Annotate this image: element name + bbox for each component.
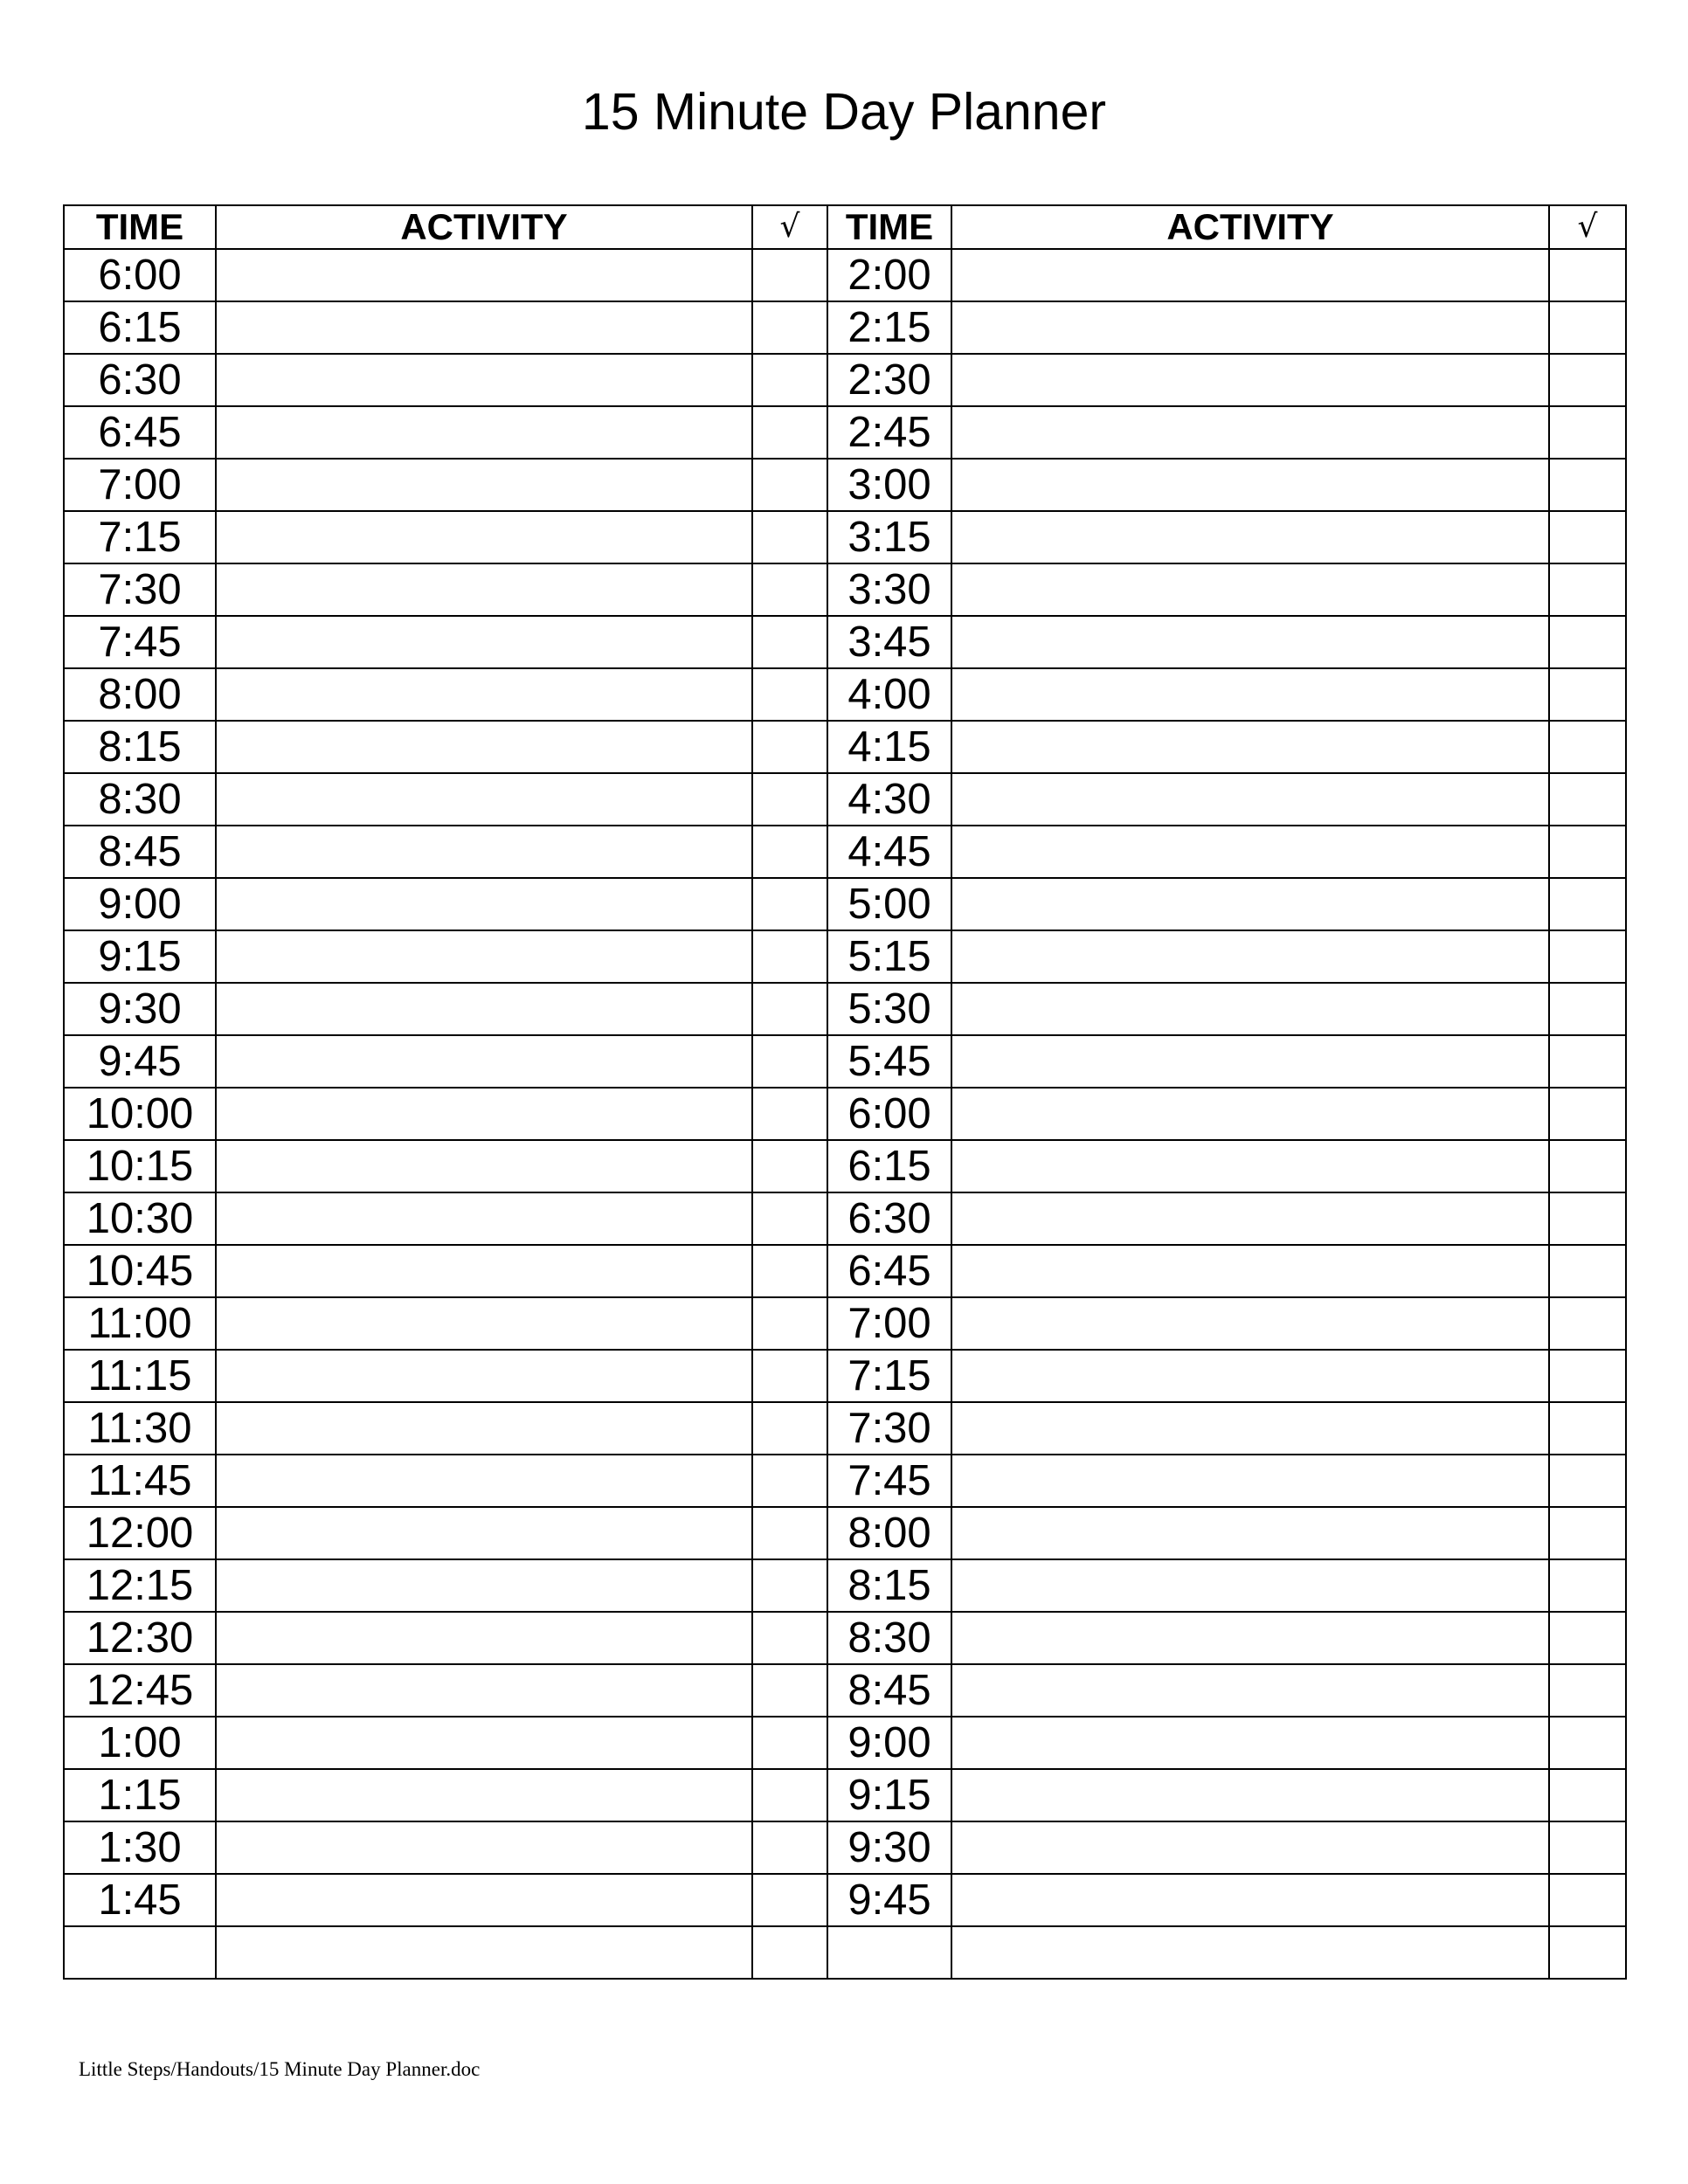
activity-cell[interactable] [951, 1088, 1549, 1140]
time-cell: 6:15 [827, 1140, 951, 1192]
time-cell [827, 1926, 951, 1979]
activity-cell[interactable] [216, 668, 752, 721]
time-cell: 6:45 [64, 406, 216, 459]
check-cell[interactable] [1549, 773, 1626, 826]
activity-cell[interactable] [216, 1297, 752, 1350]
time-cell: 3:30 [827, 563, 951, 616]
page-title: 15 Minute Day Planner [581, 83, 1107, 141]
check-cell[interactable] [752, 878, 827, 930]
activity-cell[interactable] [216, 773, 752, 826]
table-row [64, 1717, 1626, 1769]
check-cell[interactable] [752, 616, 827, 668]
activity-cell[interactable] [216, 1455, 752, 1507]
activity-cell[interactable] [951, 1559, 1549, 1612]
activity-cell[interactable] [951, 1297, 1549, 1350]
activity-cell[interactable] [216, 354, 752, 406]
time-cell: 5:15 [827, 930, 951, 983]
check-cell[interactable] [752, 983, 827, 1035]
activity-cell[interactable] [951, 616, 1549, 668]
time-cell: 6:15 [64, 301, 216, 354]
check-cell[interactable] [752, 930, 827, 983]
activity-cell[interactable] [216, 878, 752, 930]
time-cell: 12:15 [64, 1559, 216, 1612]
time-cell: 3:00 [827, 459, 951, 511]
check-cell[interactable] [752, 1455, 827, 1507]
check-cell[interactable] [1549, 459, 1626, 511]
table-row [64, 511, 1626, 563]
time-cell: 5:00 [827, 878, 951, 930]
activity-cell[interactable] [216, 826, 752, 878]
table-row [64, 1821, 1626, 1874]
activity-cell[interactable] [951, 406, 1549, 459]
time-cell: 12:00 [64, 1507, 216, 1559]
activity-cell[interactable] [951, 354, 1549, 406]
time-cell: 6:30 [64, 354, 216, 406]
time-cell: 11:15 [64, 1350, 216, 1402]
activity-cell[interactable] [951, 1821, 1549, 1874]
check-cell[interactable] [1549, 878, 1626, 930]
table-row [64, 249, 1626, 301]
table-row [64, 1140, 1626, 1192]
activity-cell[interactable] [216, 1717, 752, 1769]
time-cell: 3:15 [827, 511, 951, 563]
activity-cell[interactable] [216, 930, 752, 983]
time-cell: 8:15 [827, 1559, 951, 1612]
table-row [64, 773, 1626, 826]
activity-cell[interactable] [216, 1035, 752, 1088]
table-row [64, 1664, 1626, 1717]
time-cell: 9:45 [64, 1035, 216, 1088]
check-cell[interactable] [1549, 1507, 1626, 1559]
activity-cell[interactable] [216, 983, 752, 1035]
time-cell: 8:00 [64, 668, 216, 721]
table-row [64, 459, 1626, 511]
table-row [64, 930, 1626, 983]
time-cell: 8:15 [64, 721, 216, 773]
activity-cell[interactable] [951, 1402, 1549, 1455]
activity-cell[interactable] [216, 1769, 752, 1821]
activity-cell[interactable] [951, 249, 1549, 301]
table-row [64, 721, 1626, 773]
check-cell[interactable] [1549, 1821, 1626, 1874]
activity-cell[interactable] [216, 1140, 752, 1192]
table-row [64, 1297, 1626, 1350]
table-row [64, 1612, 1626, 1664]
check-cell[interactable] [1549, 1926, 1626, 1979]
table-row [64, 1245, 1626, 1297]
check-cell[interactable] [1549, 1297, 1626, 1350]
table-row [64, 1559, 1626, 1612]
time-cell: 5:30 [827, 983, 951, 1035]
activity-cell[interactable] [951, 1035, 1549, 1088]
check-cell[interactable] [752, 1350, 827, 1402]
check-cell[interactable] [752, 1088, 827, 1140]
time-cell: 4:00 [827, 668, 951, 721]
activity-cell[interactable] [951, 1717, 1549, 1769]
check-cell[interactable] [1549, 1088, 1626, 1140]
activity-cell[interactable] [951, 1664, 1549, 1717]
check-cell[interactable] [1549, 511, 1626, 563]
time-cell: 7:45 [827, 1455, 951, 1507]
table-row [64, 983, 1626, 1035]
footer-file-path: Little Steps/Handouts/15 Minute Day Planner.doc [79, 2058, 481, 2080]
activity-cell[interactable] [216, 1612, 752, 1664]
check-cell[interactable] [1549, 1874, 1626, 1926]
check-cell[interactable] [1549, 249, 1626, 301]
activity-cell[interactable] [951, 1926, 1549, 1979]
activity-cell[interactable] [951, 1612, 1549, 1664]
planner-body [64, 249, 1626, 1979]
activity-cell[interactable] [216, 1088, 752, 1140]
time-cell: 1:45 [64, 1874, 216, 1926]
check-cell[interactable] [752, 1821, 827, 1874]
activity-cell[interactable] [951, 301, 1549, 354]
activity-cell[interactable] [216, 249, 752, 301]
table-row [64, 1874, 1626, 1926]
check-cell[interactable] [1549, 930, 1626, 983]
time-cell: 9:30 [827, 1821, 951, 1874]
time-cell: 3:45 [827, 616, 951, 668]
check-cell[interactable] [752, 249, 827, 301]
time-cell: 8:45 [64, 826, 216, 878]
check-cell[interactable] [752, 1717, 827, 1769]
check-cell[interactable] [752, 1559, 827, 1612]
check-cell[interactable] [752, 1507, 827, 1559]
time-cell: 2:45 [827, 406, 951, 459]
activity-cell[interactable] [216, 459, 752, 511]
activity-cell[interactable] [951, 1455, 1549, 1507]
activity-cell[interactable] [216, 1192, 752, 1245]
time-cell: 7:15 [827, 1350, 951, 1402]
time-cell: 4:45 [827, 826, 951, 878]
check-cell[interactable] [752, 1192, 827, 1245]
table-row [64, 1507, 1626, 1559]
table-row [64, 826, 1626, 878]
check-cell[interactable] [752, 1664, 827, 1717]
check-cell[interactable] [752, 1769, 827, 1821]
check-cell[interactable] [752, 459, 827, 511]
check-cell[interactable] [752, 668, 827, 721]
table-row [64, 616, 1626, 668]
time-cell: 7:30 [827, 1402, 951, 1455]
time-cell: 9:15 [827, 1769, 951, 1821]
time-cell: 11:30 [64, 1402, 216, 1455]
time-cell: 11:00 [64, 1297, 216, 1350]
time-cell: 9:45 [827, 1874, 951, 1926]
table-row [64, 1035, 1626, 1088]
activity-cell[interactable] [951, 878, 1549, 930]
time-cell: 9:15 [64, 930, 216, 983]
activity-cell[interactable] [951, 1192, 1549, 1245]
time-cell: 1:30 [64, 1821, 216, 1874]
planner-table [63, 204, 1627, 1980]
activity-cell[interactable] [951, 668, 1549, 721]
check-cell[interactable] [1549, 616, 1626, 668]
check-cell[interactable] [1549, 721, 1626, 773]
check-cell[interactable] [752, 1874, 827, 1926]
time-cell: 7:45 [64, 616, 216, 668]
check-cell[interactable] [1549, 301, 1626, 354]
activity-cell[interactable] [216, 406, 752, 459]
table-row [64, 1402, 1626, 1455]
time-column-header: TIME [64, 205, 216, 249]
check-cell[interactable] [752, 773, 827, 826]
time-cell: 7:30 [64, 563, 216, 616]
check-column-header: √ [1549, 205, 1626, 249]
check-cell[interactable] [752, 1612, 827, 1664]
time-cell: 8:30 [827, 1612, 951, 1664]
check-cell[interactable] [1549, 1612, 1626, 1664]
check-cell[interactable] [752, 1297, 827, 1350]
time-cell [64, 1926, 216, 1979]
time-cell: 10:30 [64, 1192, 216, 1245]
time-cell: 8:45 [827, 1664, 951, 1717]
check-cell[interactable] [752, 563, 827, 616]
activity-cell[interactable] [951, 1507, 1549, 1559]
time-cell: 1:00 [64, 1717, 216, 1769]
table-row [64, 1350, 1626, 1402]
table-row [64, 1192, 1626, 1245]
check-cell[interactable] [1549, 826, 1626, 878]
check-cell[interactable] [752, 1926, 827, 1979]
check-cell[interactable] [1549, 1769, 1626, 1821]
table-row [64, 1769, 1626, 1821]
activity-cell[interactable] [951, 930, 1549, 983]
time-cell: 4:30 [827, 773, 951, 826]
activity-cell[interactable] [216, 1821, 752, 1874]
check-cell[interactable] [1549, 563, 1626, 616]
activity-cell[interactable] [216, 721, 752, 773]
activity-cell[interactable] [951, 721, 1549, 773]
time-cell: 6:00 [827, 1088, 951, 1140]
time-cell: 6:45 [827, 1245, 951, 1297]
activity-cell[interactable] [216, 616, 752, 668]
check-cell[interactable] [1549, 1402, 1626, 1455]
activity-cell[interactable] [216, 301, 752, 354]
time-cell: 9:00 [64, 878, 216, 930]
activity-cell[interactable] [951, 983, 1549, 1035]
time-cell: 12:30 [64, 1612, 216, 1664]
activity-cell[interactable] [951, 563, 1549, 616]
activity-cell[interactable] [216, 1245, 752, 1297]
activity-cell[interactable] [216, 511, 752, 563]
activity-cell[interactable] [216, 1507, 752, 1559]
time-cell: 9:00 [827, 1717, 951, 1769]
activity-column-header: ACTIVITY [951, 205, 1549, 249]
check-cell[interactable] [1549, 1664, 1626, 1717]
activity-cell[interactable] [951, 1350, 1549, 1402]
activity-cell[interactable] [951, 1769, 1549, 1821]
time-cell: 7:15 [64, 511, 216, 563]
time-cell: 8:00 [827, 1507, 951, 1559]
check-cell[interactable] [1549, 1140, 1626, 1192]
table-row [64, 354, 1626, 406]
check-cell[interactable] [1549, 1455, 1626, 1507]
check-cell[interactable] [1549, 1717, 1626, 1769]
activity-cell[interactable] [951, 511, 1549, 563]
time-cell: 7:00 [827, 1297, 951, 1350]
activity-cell[interactable] [951, 1140, 1549, 1192]
activity-cell[interactable] [951, 1245, 1549, 1297]
table-row [64, 1455, 1626, 1507]
time-cell: 11:45 [64, 1455, 216, 1507]
check-cell[interactable] [1549, 1035, 1626, 1088]
activity-cell[interactable] [216, 1350, 752, 1402]
time-cell: 5:45 [827, 1035, 951, 1088]
table-row [64, 406, 1626, 459]
check-cell[interactable] [752, 721, 827, 773]
time-cell: 6:30 [827, 1192, 951, 1245]
time-cell: 8:30 [64, 773, 216, 826]
check-cell[interactable] [1549, 668, 1626, 721]
activity-cell[interactable] [216, 1664, 752, 1717]
check-cell[interactable] [752, 1402, 827, 1455]
table-row [64, 301, 1626, 354]
activity-cell[interactable] [951, 1874, 1549, 1926]
check-column-header: √ [752, 205, 827, 249]
time-cell: 10:00 [64, 1088, 216, 1140]
time-cell: 2:15 [827, 301, 951, 354]
activity-cell[interactable] [216, 1559, 752, 1612]
time-cell: 7:00 [64, 459, 216, 511]
check-cell[interactable] [1549, 1559, 1626, 1612]
check-cell[interactable] [1549, 406, 1626, 459]
time-cell: 10:45 [64, 1245, 216, 1297]
check-cell[interactable] [1549, 1192, 1626, 1245]
check-cell[interactable] [1549, 354, 1626, 406]
table-row [64, 563, 1626, 616]
check-cell[interactable] [752, 511, 827, 563]
time-cell: 9:30 [64, 983, 216, 1035]
header-row [64, 205, 1626, 249]
activity-cell[interactable] [216, 563, 752, 616]
check-cell[interactable] [752, 1035, 827, 1088]
check-cell[interactable] [1549, 1350, 1626, 1402]
activity-cell[interactable] [951, 459, 1549, 511]
time-cell: 12:45 [64, 1664, 216, 1717]
time-cell: 10:15 [64, 1140, 216, 1192]
table-row [64, 878, 1626, 930]
table-row [64, 1926, 1626, 1979]
activity-column-header: ACTIVITY [216, 205, 752, 249]
check-cell[interactable] [752, 826, 827, 878]
check-cell[interactable] [1549, 1245, 1626, 1297]
activity-cell[interactable] [216, 1402, 752, 1455]
check-cell[interactable] [752, 301, 827, 354]
table-row [64, 1088, 1626, 1140]
activity-cell[interactable] [216, 1926, 752, 1979]
time-cell: 2:30 [827, 354, 951, 406]
time-cell: 2:00 [827, 249, 951, 301]
check-cell[interactable] [752, 1245, 827, 1297]
check-cell[interactable] [752, 354, 827, 406]
activity-cell[interactable] [216, 1874, 752, 1926]
table-row [64, 668, 1626, 721]
check-cell[interactable] [752, 1140, 827, 1192]
time-cell: 6:00 [64, 249, 216, 301]
activity-cell[interactable] [951, 826, 1549, 878]
time-cell: 4:15 [827, 721, 951, 773]
time-column-header: TIME [827, 205, 951, 249]
activity-cell[interactable] [951, 773, 1549, 826]
check-cell[interactable] [752, 406, 827, 459]
time-cell: 1:15 [64, 1769, 216, 1821]
check-cell[interactable] [1549, 983, 1626, 1035]
